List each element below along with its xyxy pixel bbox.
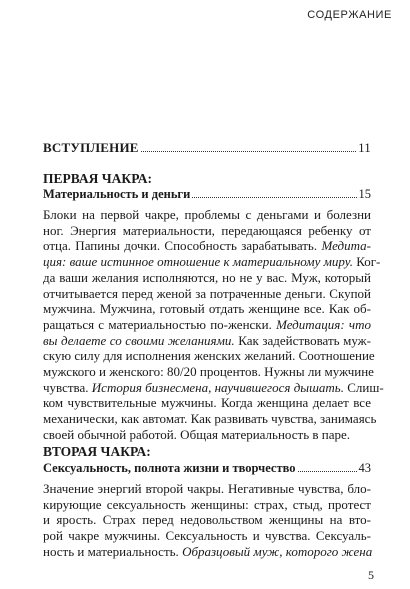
paragraph-line bbox=[43, 238, 371, 254]
text-run: Значение энергий второй чакры. Негативные чувства, бло- bbox=[43, 481, 371, 496]
toc-entry-label: Материальность и деньги bbox=[43, 187, 191, 201]
toc-entry-intro[interactable] bbox=[43, 140, 371, 156]
dot-leader bbox=[298, 463, 357, 472]
paragraph-line bbox=[43, 223, 371, 239]
page-number: 5 bbox=[368, 568, 374, 582]
text-run: Блоки на первой чакре, проблемы с деньгами и болезни bbox=[43, 207, 371, 222]
paragraph-line bbox=[43, 333, 371, 349]
italic-run: ция: ваше истинное отношение к материальному миру. bbox=[43, 254, 353, 270]
italic-run: Медитация: что bbox=[276, 316, 371, 332]
text-run: ног. Энергия материальности, передающаяся ребенку от bbox=[43, 222, 371, 238]
toc-entry-chakra1[interactable] bbox=[43, 187, 371, 202]
chakra2-description bbox=[43, 481, 371, 560]
dot-leader bbox=[141, 143, 356, 152]
italic-run: вы делаете со своими желаниями. bbox=[43, 332, 235, 348]
text-run: чувства. bbox=[43, 379, 92, 395]
text-run: Ког- bbox=[352, 254, 381, 270]
text-run: Как задействовать муж- bbox=[234, 332, 371, 348]
text-run: Слиш- bbox=[343, 379, 384, 395]
text-run: своей обычной работой. Общая материальность в паре. bbox=[43, 426, 351, 442]
paragraph-line bbox=[43, 317, 371, 333]
paragraph-line bbox=[43, 497, 371, 513]
text-run: и ярость. Страх перед недовольством женщины на вто- bbox=[43, 512, 371, 528]
paragraph-line bbox=[43, 364, 374, 380]
text-run: скую силу для исполнения женских желаний. Соотношение bbox=[43, 348, 375, 364]
paragraph-line bbox=[43, 254, 381, 270]
text-run: ком чувствительные мужчины. Когда женщина делает все bbox=[43, 395, 371, 411]
toc-entry-chakra2[interactable] bbox=[43, 461, 371, 476]
toc-entry-label: Сексуальность, полнота жизни и творчество bbox=[43, 461, 296, 475]
italic-run: Медита- bbox=[321, 238, 371, 254]
paragraph-line bbox=[43, 544, 371, 560]
paragraph-line bbox=[43, 348, 375, 364]
running-head: СОДЕРЖАНИЕ bbox=[307, 9, 392, 21]
chakra1-description bbox=[43, 207, 384, 443]
paragraph-line bbox=[43, 379, 384, 396]
paragraph-line bbox=[43, 207, 371, 223]
text-run: мужского и женского: 80/20 процентов. Нужны ли мужчине bbox=[43, 364, 374, 380]
chakra2-heading: ВТОРАЯ ЧАКРА: bbox=[43, 444, 151, 459]
text-run: да ваши желания исполняются, но не у вас. Муж, который bbox=[43, 269, 371, 285]
text-run: ность и материальность. bbox=[43, 543, 183, 559]
italic-run: Образцовый муж, которого жена bbox=[182, 543, 373, 559]
toc-page-number: 43 bbox=[358, 461, 371, 475]
text-run: рой чакре мужчины. Сексуальность и чувства. Сексуаль- bbox=[43, 528, 371, 544]
toc-page-number: 11 bbox=[358, 140, 371, 155]
paragraph-line bbox=[43, 528, 371, 544]
text-run: кирующие сексуальность женщины: страх, стыд, протест bbox=[43, 496, 371, 512]
toc-page-number: 15 bbox=[358, 187, 371, 201]
text-run: ращаться с материальностью по-женски. bbox=[43, 316, 277, 332]
text-run: отчитывается перед женой за потраченные деньги. Скупой bbox=[43, 285, 371, 301]
paragraph-line bbox=[43, 411, 377, 427]
italic-run: История бизнесмена, научившегося дышать. bbox=[91, 379, 344, 395]
paragraph-line bbox=[43, 395, 371, 411]
paragraph-line bbox=[43, 512, 371, 528]
text-run: механически, как автомат. Как развивать чувства, занимаясь bbox=[43, 411, 377, 427]
chakra1-heading: ПЕРВАЯ ЧАКРА: bbox=[43, 171, 152, 186]
text-run: мужчина. Мужчина, готовый отдать женщине все. Как об- bbox=[43, 301, 371, 317]
paragraph-line bbox=[43, 301, 371, 317]
text-run: отца. Папины дочки. Способность зарабатывать. bbox=[43, 238, 322, 254]
paragraph-line bbox=[43, 427, 371, 443]
dot-leader bbox=[192, 189, 356, 198]
paragraph-line bbox=[43, 270, 371, 286]
toc-entry-label: ВСТУПЛЕНИЕ bbox=[43, 140, 139, 155]
paragraph-line bbox=[43, 481, 371, 497]
paragraph-line bbox=[43, 286, 371, 302]
